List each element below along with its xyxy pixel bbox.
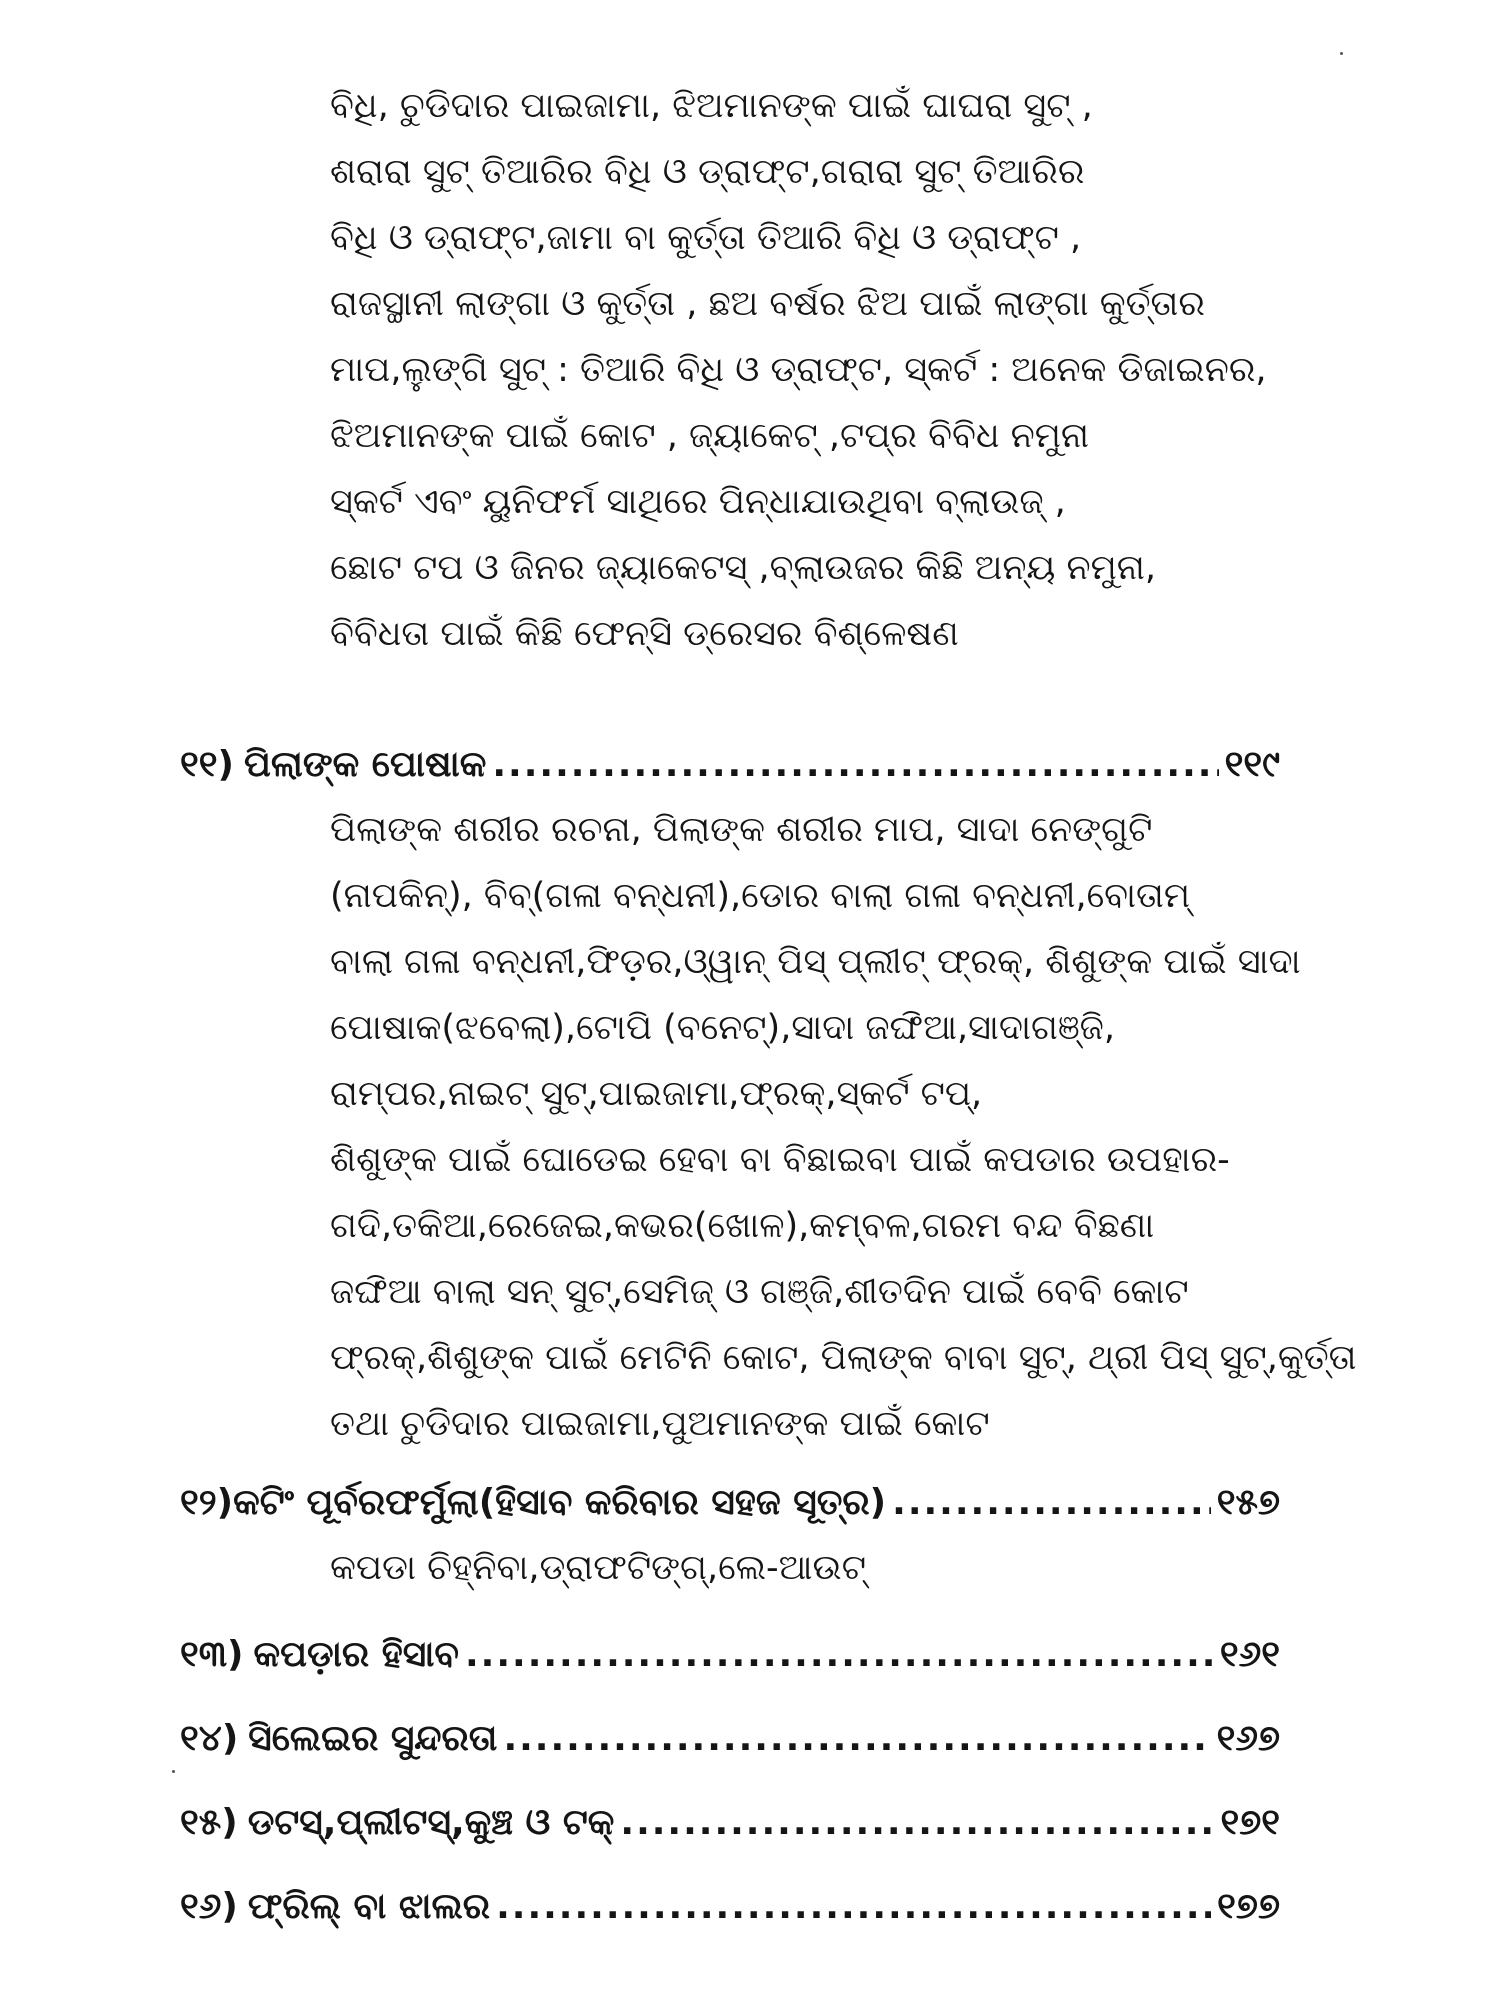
entry-page-number: ୧୭୭	[1217, 1886, 1280, 1927]
entry-number: ୧୧)	[180, 744, 234, 785]
entry-detail-line: ଗଦି,ତକିଆ,ରେଜେଇ,କଭର(ଖୋଳ),କମ୍ବଳ,ଗରମ ବନ୍ଦ ବିଛଣା	[330, 1206, 1155, 1246]
entry-detail-line: ତଥା ଚୁଡିଦାର ପାଇଜାମା,ପୁଅମାନଙ୍କ ପାଇଁ କୋଟ	[330, 1404, 990, 1444]
toc-entry-16[interactable]	[180, 1884, 1280, 1930]
entry-page-number: ୧୧୯	[1224, 744, 1280, 785]
entry-detail-line: ରାମ୍ପର,ନାଇଟ୍ ସୁଟ୍,ପାଇଜାମା,ଫ୍ରକ୍,ସ୍କର୍ଟ ଟପ୍,	[330, 1074, 983, 1114]
entry-detail-line: ବାଲା ଗଳା ବନ୍ଧନୀ,ଫିଡ଼ର,ଓ୍ୱାନ୍ ପିସ୍ ପ୍ଲୀଟ୍ ଫ୍ରକ୍, ଶିଶୁଙ୍କ ପାଇଁ ସାଦା	[330, 942, 1301, 982]
intro-line: ଶରାରା ସୁଟ୍ ତିଆରିର ବିଧି ଓ ଡ୍ରାଫ୍ଟ,ଗରାରା ସୁଟ୍ ତିଆରିର	[330, 152, 1085, 192]
entry-detail-line: ଫ୍ରକ୍,ଶିଶୁଙ୍କ ପାଇଁ ମେଟିନି କୋଟ, ପିଲାଙ୍କ ବାବା ସୁଟ୍, ଥ୍ରୀ ପିସ୍ ସୁଟ୍,କୁର୍ତ୍ତା	[330, 1338, 1357, 1378]
dot-leader	[892, 1480, 1211, 1526]
toc-entry-12[interactable]	[180, 1480, 1280, 1526]
toc-entry-13[interactable]	[180, 1632, 1280, 1678]
entry-detail-line: ପୋଷାକ(ଝବେଲା),ଟୋପି (ବନେଟ୍),ସାଦା ଜଙ୍ଘିଆ,ସାଦାଗଞ୍ଜି,	[330, 1008, 1115, 1048]
intro-line: ସ୍କର୍ଟ ଏବଂ ୟୁନିଫର୍ମ ସାଥିରେ ପିନ୍ଧାଯାଉଥିବା ବ୍ଲାଉଜ୍ ,	[330, 482, 1066, 522]
entry-number: ୧୩)	[180, 1634, 244, 1675]
scan-speck	[1340, 52, 1343, 55]
entry-page-number: ୧୭୧	[1220, 1802, 1280, 1843]
entry-page-number: ୧୬୧	[1219, 1634, 1280, 1675]
entry-page-number: ୧୫୭	[1216, 1482, 1280, 1523]
entry-number: ୧୪)	[180, 1718, 239, 1759]
entry-title: କପଡ଼ାର ହିସାବ	[253, 1634, 459, 1675]
entry-page-number: ୧୬୭	[1216, 1718, 1280, 1759]
dot-leader	[503, 1716, 1210, 1762]
intro-line: ରାଜସ୍ଥାନୀ ଲାଙ୍ଗା ଓ କୁର୍ତ୍ତା , ଛଅ ବର୍ଷର ଝିଅ ପାଇଁ ଲାଙ୍ଗା କୁର୍ତ୍ତାର	[330, 284, 1205, 324]
entry-number: ୧୨)	[180, 1482, 234, 1523]
toc-entry-14[interactable]	[180, 1716, 1280, 1762]
scan-speck	[172, 1770, 175, 1773]
dot-leader	[496, 1884, 1211, 1930]
entry-number: ୧୫)	[180, 1802, 238, 1843]
entry-detail-line: (ନାପକିନ୍), ବିବ୍(ଗଳା ବନ୍ଧନୀ),ଡୋର ବାଲା ଗଳା ବନ୍ଧନୀ,ବୋତାମ୍	[330, 876, 1191, 916]
entry-title: ଫ୍ରିଲ୍ ବା ଝାଲର	[247, 1886, 491, 1927]
intro-line: ମାପ,ଲୁଙ୍ଗି ସୁଟ୍ : ତିଆରି ବିଧି ଓ ଡ୍ରାଫ୍ଟ, ସ୍କର୍ଟ : ଅନେକ ଡିଜାଇନର,	[330, 350, 1267, 390]
entry-detail-line: ଜଙ୍ଘିଆ ବାଲା ସନ୍ ସୁଟ୍,ସେମିଜ୍ ଓ ଗଞ୍ଜି,ଶୀତଦିନ ପାଇଁ ବେବି କୋଟ	[330, 1272, 1189, 1312]
entry-detail-line: ପିଲାଙ୍କ ଶରୀର ରଚନା, ପିଲାଙ୍କ ଶରୀର ମାପ, ସାଦା ନେଙ୍ଗୁଟି	[330, 810, 1153, 850]
entry-title: ପିଲାଙ୍କ ପୋଷାକ	[243, 744, 487, 785]
entry-title: ଡଟସ୍,ପ୍ଲୀଟସ୍,କୁଞ୍ଚ ଓ ଟକ୍	[247, 1802, 615, 1843]
entry-number: ୧୬)	[180, 1886, 238, 1927]
intro-line: ବିବିଧତା ପାଇଁ କିଛି ଫେନ୍‌ସି ଡ୍ରେସର ବିଶ୍ଳେଷଣ	[330, 614, 959, 654]
toc-entry-11[interactable]	[180, 742, 1280, 788]
intro-line: ଝିଅମାନଙ୍କ ପାଇଁ କୋଟ , ଜ୍ୟାକେଟ୍ ,ଟପ୍‌ର ବିବିଧ ନମୁନା	[330, 416, 1090, 456]
dot-leader	[492, 742, 1218, 788]
toc-entry-15[interactable]	[180, 1800, 1280, 1846]
intro-line: ବିଧି, ଚୁଡିଦାର ପାଇଜାମା, ଝିଅମାନଙ୍କ ପାଇଁ ଘାଘରା ସୁଟ୍ ,	[330, 86, 1093, 126]
dot-leader	[465, 1632, 1214, 1678]
intro-line: ଛୋଟ ଟପ ଓ ଜିନର ଜ୍ୟାକେଟସ୍ ,ବ୍ଲାଉଜର କିଛି ଅନ୍ୟ ନମୁନା,	[330, 548, 1157, 588]
entry-title: କଟିଂ ପୂର୍ବରଫର୍ମୁଲା(ହିସାବ କରିବାର ସହଜ ସୂତ୍ର)	[233, 1482, 887, 1523]
entry-detail-line: ଶିଶୁଙ୍କ ପାଇଁ ଘୋଡେଇ ହେବା ବା ବିଛାଇବା ପାଇଁ କପଡାର ଉପହାର-	[330, 1140, 1230, 1180]
dot-leader	[620, 1800, 1214, 1846]
intro-line: ବିଧି ଓ ଡ୍ରାଫ୍ଟ,ଜାମା ବା କୁର୍ତ୍ତା ତିଆରି ବିଧି ଓ ଡ୍ରାଫ୍ଟ ,	[330, 218, 1082, 258]
entry-detail-line: କପଡା ଚିହ୍ନିବା,ଡ୍ରାଫଟିଙ୍ଗ୍,ଲେ-ଆଉଟ୍	[330, 1548, 866, 1588]
entry-title: ସିଲେଇର ସୁନ୍ଦରତା	[248, 1718, 498, 1759]
